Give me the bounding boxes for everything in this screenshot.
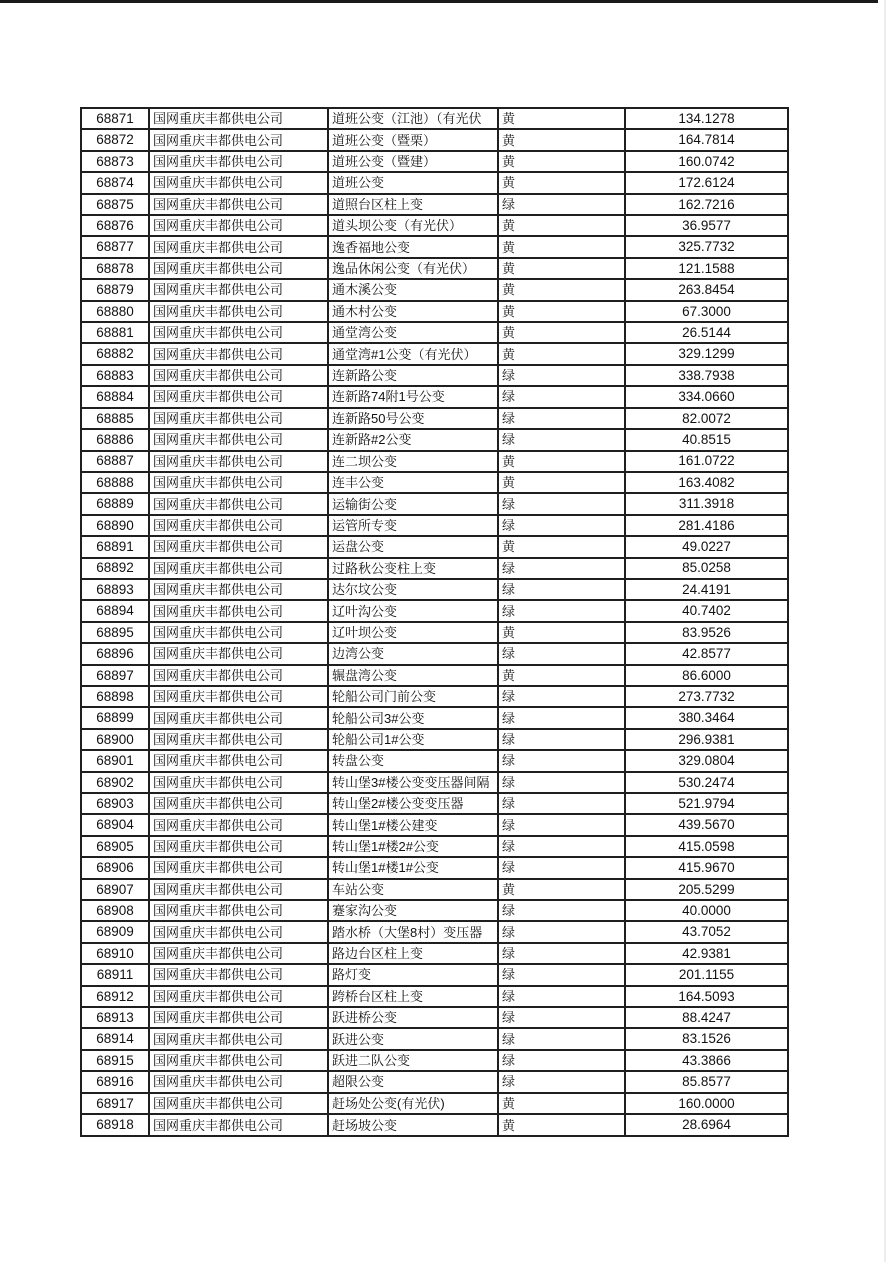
row-id-cell: 68886 xyxy=(81,429,149,450)
company-cell: 国网重庆丰都供电公司 xyxy=(149,258,328,279)
transformer-name-cell: 边湾公变 xyxy=(328,643,498,664)
transformer-name-cell: 运输街公变 xyxy=(328,493,498,514)
status-cell: 绿 xyxy=(498,1050,625,1071)
row-id-cell: 68881 xyxy=(81,322,149,343)
row-id-cell: 68907 xyxy=(81,879,149,900)
row-id-cell: 68872 xyxy=(81,129,149,150)
row-id-cell: 68891 xyxy=(81,536,149,557)
company-cell: 国网重庆丰都供电公司 xyxy=(149,129,328,150)
row-id-cell: 68885 xyxy=(81,408,149,429)
row-id-cell: 68884 xyxy=(81,386,149,407)
table-row xyxy=(81,600,788,621)
table-row xyxy=(81,172,788,193)
company-cell: 国网重庆丰都供电公司 xyxy=(149,943,328,964)
transformer-name-cell: 辽叶沟公变 xyxy=(328,600,498,621)
value-cell: 162.7216 xyxy=(625,194,788,215)
status-cell: 绿 xyxy=(498,814,625,835)
company-cell: 国网重庆丰都供电公司 xyxy=(149,750,328,771)
value-cell: 40.8515 xyxy=(625,429,788,450)
company-cell: 国网重庆丰都供电公司 xyxy=(149,729,328,750)
transformer-name-cell: 转山堡1#楼1#公变 xyxy=(328,857,498,878)
row-id-cell: 68873 xyxy=(81,151,149,172)
value-cell: 329.0804 xyxy=(625,750,788,771)
transformer-name-cell: 连新路50号公变 xyxy=(328,408,498,429)
status-cell: 绿 xyxy=(498,1007,625,1028)
status-cell: 绿 xyxy=(498,921,625,942)
company-cell: 国网重庆丰都供电公司 xyxy=(149,1050,328,1071)
company-cell: 国网重庆丰都供电公司 xyxy=(149,1007,328,1028)
transformer-name-cell: 连新路74附1号公变 xyxy=(328,386,498,407)
status-cell: 绿 xyxy=(498,643,625,664)
row-id-cell: 68894 xyxy=(81,600,149,621)
table-row xyxy=(81,793,788,814)
value-cell: 329.1299 xyxy=(625,343,788,364)
table-row xyxy=(81,472,788,493)
value-cell: 281.4186 xyxy=(625,515,788,536)
row-id-cell: 68896 xyxy=(81,643,149,664)
row-id-cell: 68877 xyxy=(81,236,149,257)
scan-right-edge-artifact xyxy=(884,0,886,1262)
company-cell: 国网重庆丰都供电公司 xyxy=(149,579,328,600)
row-id-cell: 68889 xyxy=(81,493,149,514)
row-id-cell: 68911 xyxy=(81,964,149,985)
value-cell: 311.3918 xyxy=(625,493,788,514)
value-cell: 521.9794 xyxy=(625,793,788,814)
table-row xyxy=(81,836,788,857)
status-cell: 黄 xyxy=(498,236,625,257)
transformer-name-cell: 通木村公变 xyxy=(328,301,498,322)
transformer-name-cell: 道班公变 xyxy=(328,172,498,193)
row-id-cell: 68874 xyxy=(81,172,149,193)
table-row xyxy=(81,814,788,835)
company-cell: 国网重庆丰都供电公司 xyxy=(149,365,328,386)
transformer-name-cell: 道班公变（暨建） xyxy=(328,151,498,172)
company-cell: 国网重庆丰都供电公司 xyxy=(149,707,328,728)
row-id-cell: 68901 xyxy=(81,750,149,771)
value-cell: 24.4191 xyxy=(625,579,788,600)
status-cell: 绿 xyxy=(498,408,625,429)
status-cell: 绿 xyxy=(498,964,625,985)
value-cell: 415.0598 xyxy=(625,836,788,857)
transformer-name-cell: 跃进公变 xyxy=(328,1028,498,1049)
row-id-cell: 68888 xyxy=(81,472,149,493)
company-cell: 国网重庆丰都供电公司 xyxy=(149,515,328,536)
table-row xyxy=(81,429,788,450)
row-id-cell: 68898 xyxy=(81,686,149,707)
row-id-cell: 68876 xyxy=(81,215,149,236)
value-cell: 205.5299 xyxy=(625,879,788,900)
status-cell: 黄 xyxy=(498,451,625,472)
transformer-name-cell: 过路秋公变柱上变 xyxy=(328,558,498,579)
status-cell: 绿 xyxy=(498,600,625,621)
status-cell: 黄 xyxy=(498,472,625,493)
transformer-name-cell: 超限公变 xyxy=(328,1071,498,1092)
status-cell: 绿 xyxy=(498,900,625,921)
value-cell: 26.5144 xyxy=(625,322,788,343)
status-cell: 黄 xyxy=(498,536,625,557)
value-cell: 121.1588 xyxy=(625,258,788,279)
row-id-cell: 68882 xyxy=(81,343,149,364)
company-cell: 国网重庆丰都供电公司 xyxy=(149,643,328,664)
status-cell: 绿 xyxy=(498,686,625,707)
company-cell: 国网重庆丰都供电公司 xyxy=(149,622,328,643)
company-cell: 国网重庆丰都供电公司 xyxy=(149,343,328,364)
transformer-name-cell: 运盘公变 xyxy=(328,536,498,557)
company-cell: 国网重庆丰都供电公司 xyxy=(149,665,328,686)
value-cell: 163.4082 xyxy=(625,472,788,493)
transformer-name-cell: 转山堡3#楼公变变压器间隔 xyxy=(328,772,498,793)
company-cell: 国网重庆丰都供电公司 xyxy=(149,857,328,878)
transformer-name-cell: 轮船公司门前公变 xyxy=(328,686,498,707)
status-cell: 绿 xyxy=(498,707,625,728)
value-cell: 36.9577 xyxy=(625,215,788,236)
row-id-cell: 68899 xyxy=(81,707,149,728)
company-cell: 国网重庆丰都供电公司 xyxy=(149,215,328,236)
row-id-cell: 68902 xyxy=(81,772,149,793)
table-row xyxy=(81,879,788,900)
transformer-name-cell: 路边台区柱上变 xyxy=(328,943,498,964)
company-cell: 国网重庆丰都供电公司 xyxy=(149,322,328,343)
row-id-cell: 68893 xyxy=(81,579,149,600)
value-cell: 83.1526 xyxy=(625,1028,788,1049)
status-cell: 黄 xyxy=(498,343,625,364)
row-id-cell: 68912 xyxy=(81,986,149,1007)
transformer-name-cell: 踏水桥（大堡8村）变压器 xyxy=(328,921,498,942)
status-cell: 绿 xyxy=(498,515,625,536)
value-cell: 439.5670 xyxy=(625,814,788,835)
value-cell: 67.3000 xyxy=(625,301,788,322)
table-row xyxy=(81,493,788,514)
transformer-name-cell: 道班公变（江池）（有光伏 xyxy=(328,108,498,129)
row-id-cell: 68917 xyxy=(81,1093,149,1114)
company-cell: 国网重庆丰都供电公司 xyxy=(149,558,328,579)
transformer-name-cell: 通堂湾公变 xyxy=(328,322,498,343)
transformer-name-cell: 逸香福地公变 xyxy=(328,236,498,257)
table-row xyxy=(81,900,788,921)
status-cell: 黄 xyxy=(498,258,625,279)
status-cell: 绿 xyxy=(498,194,625,215)
table-row xyxy=(81,729,788,750)
status-cell: 绿 xyxy=(498,429,625,450)
company-cell: 国网重庆丰都供电公司 xyxy=(149,536,328,557)
table-row xyxy=(81,1093,788,1114)
company-cell: 国网重庆丰都供电公司 xyxy=(149,964,328,985)
value-cell: 49.0227 xyxy=(625,536,788,557)
transformer-name-cell: 通木溪公变 xyxy=(328,279,498,300)
value-cell: 263.8454 xyxy=(625,279,788,300)
table-row xyxy=(81,921,788,942)
company-cell: 国网重庆丰都供电公司 xyxy=(149,1114,328,1136)
table-row xyxy=(81,279,788,300)
status-cell: 黄 xyxy=(498,322,625,343)
transformer-name-cell: 转山堡2#楼公变变压器 xyxy=(328,793,498,814)
transformer-name-cell: 转盘公变 xyxy=(328,750,498,771)
table-row xyxy=(81,750,788,771)
row-id-cell: 68903 xyxy=(81,793,149,814)
status-cell: 黄 xyxy=(498,1114,625,1136)
transformer-name-cell: 辽叶坝公变 xyxy=(328,622,498,643)
table-row xyxy=(81,108,788,129)
status-cell: 黄 xyxy=(498,279,625,300)
company-cell: 国网重庆丰都供电公司 xyxy=(149,279,328,300)
row-id-cell: 68910 xyxy=(81,943,149,964)
status-cell: 绿 xyxy=(498,1028,625,1049)
status-cell: 黄 xyxy=(498,665,625,686)
table-row xyxy=(81,622,788,643)
transformer-name-cell: 达尔坟公变 xyxy=(328,579,498,600)
row-id-cell: 68914 xyxy=(81,1028,149,1049)
company-cell: 国网重庆丰都供电公司 xyxy=(149,879,328,900)
company-cell: 国网重庆丰都供电公司 xyxy=(149,921,328,942)
transformer-name-cell: 连新路#2公变 xyxy=(328,429,498,450)
transformer-name-cell: 跃进二队公变 xyxy=(328,1050,498,1071)
table-row xyxy=(81,1050,788,1071)
value-cell: 42.8577 xyxy=(625,643,788,664)
value-cell: 43.7052 xyxy=(625,921,788,942)
row-id-cell: 68904 xyxy=(81,814,149,835)
transformer-name-cell: 辗盘湾公变 xyxy=(328,665,498,686)
transformer-name-cell: 道照台区柱上变 xyxy=(328,194,498,215)
transformer-name-cell: 转山堡1#楼公建变 xyxy=(328,814,498,835)
value-cell: 85.8577 xyxy=(625,1071,788,1092)
company-cell: 国网重庆丰都供电公司 xyxy=(149,172,328,193)
transformer-data-table xyxy=(80,107,789,1137)
value-cell: 334.0660 xyxy=(625,386,788,407)
value-cell: 530.2474 xyxy=(625,772,788,793)
row-id-cell: 68916 xyxy=(81,1071,149,1092)
table-row xyxy=(81,1028,788,1049)
company-cell: 国网重庆丰都供电公司 xyxy=(149,1071,328,1092)
value-cell: 85.0258 xyxy=(625,558,788,579)
value-cell: 415.9670 xyxy=(625,857,788,878)
company-cell: 国网重庆丰都供电公司 xyxy=(149,814,328,835)
table-row xyxy=(81,686,788,707)
status-cell: 绿 xyxy=(498,857,625,878)
value-cell: 42.9381 xyxy=(625,943,788,964)
transformer-name-cell: 跨桥台区柱上变 xyxy=(328,986,498,1007)
table-row xyxy=(81,986,788,1007)
value-cell: 325.7732 xyxy=(625,236,788,257)
value-cell: 380.3464 xyxy=(625,707,788,728)
value-cell: 296.9381 xyxy=(625,729,788,750)
table-body xyxy=(81,108,788,1136)
table-row xyxy=(81,451,788,472)
company-cell: 国网重庆丰都供电公司 xyxy=(149,1093,328,1114)
row-id-cell: 68887 xyxy=(81,451,149,472)
value-cell: 88.4247 xyxy=(625,1007,788,1028)
transformer-name-cell: 连丰公变 xyxy=(328,472,498,493)
value-cell: 201.1155 xyxy=(625,964,788,985)
row-id-cell: 68880 xyxy=(81,301,149,322)
row-id-cell: 68913 xyxy=(81,1007,149,1028)
table-row xyxy=(81,386,788,407)
status-cell: 黄 xyxy=(498,879,625,900)
row-id-cell: 68900 xyxy=(81,729,149,750)
status-cell: 绿 xyxy=(498,943,625,964)
company-cell: 国网重庆丰都供电公司 xyxy=(149,194,328,215)
status-cell: 黄 xyxy=(498,215,625,236)
row-id-cell: 68909 xyxy=(81,921,149,942)
row-id-cell: 68879 xyxy=(81,279,149,300)
status-cell: 绿 xyxy=(498,365,625,386)
transformer-name-cell: 通堂湾#1公变（有光伏） xyxy=(328,343,498,364)
row-id-cell: 68875 xyxy=(81,194,149,215)
company-cell: 国网重庆丰都供电公司 xyxy=(149,836,328,857)
row-id-cell: 68871 xyxy=(81,108,149,129)
table-row xyxy=(81,236,788,257)
row-id-cell: 68892 xyxy=(81,558,149,579)
row-id-cell: 68905 xyxy=(81,836,149,857)
table-row xyxy=(81,322,788,343)
table-row xyxy=(81,365,788,386)
value-cell: 86.6000 xyxy=(625,665,788,686)
table-row xyxy=(81,665,788,686)
transformer-name-cell: 逸品休闲公变（有光伏） xyxy=(328,258,498,279)
company-cell: 国网重庆丰都供电公司 xyxy=(149,493,328,514)
value-cell: 273.7732 xyxy=(625,686,788,707)
value-cell: 338.7938 xyxy=(625,365,788,386)
transformer-name-cell: 连二坝公变 xyxy=(328,451,498,472)
status-cell: 绿 xyxy=(498,558,625,579)
status-cell: 绿 xyxy=(498,750,625,771)
table-row xyxy=(81,1071,788,1092)
company-cell: 国网重庆丰都供电公司 xyxy=(149,472,328,493)
table-row xyxy=(81,151,788,172)
company-cell: 国网重庆丰都供电公司 xyxy=(149,429,328,450)
transformer-name-cell: 路灯变 xyxy=(328,964,498,985)
transformer-name-cell: 蹇家沟公变 xyxy=(328,900,498,921)
table-row xyxy=(81,343,788,364)
value-cell: 40.0000 xyxy=(625,900,788,921)
status-cell: 黄 xyxy=(498,151,625,172)
value-cell: 40.7402 xyxy=(625,600,788,621)
status-cell: 黄 xyxy=(498,301,625,322)
value-cell: 82.0072 xyxy=(625,408,788,429)
row-id-cell: 68915 xyxy=(81,1050,149,1071)
table-row xyxy=(81,215,788,236)
status-cell: 黄 xyxy=(498,1093,625,1114)
table-row xyxy=(81,129,788,150)
company-cell: 国网重庆丰都供电公司 xyxy=(149,408,328,429)
table-row xyxy=(81,1114,788,1136)
status-cell: 绿 xyxy=(498,1071,625,1092)
table-row xyxy=(81,536,788,557)
status-cell: 绿 xyxy=(498,793,625,814)
transformer-name-cell: 赶场处公变(有光伏) xyxy=(328,1093,498,1114)
value-cell: 134.1278 xyxy=(625,108,788,129)
company-cell: 国网重庆丰都供电公司 xyxy=(149,386,328,407)
table-row xyxy=(81,1007,788,1028)
row-id-cell: 68890 xyxy=(81,515,149,536)
company-cell: 国网重庆丰都供电公司 xyxy=(149,1028,328,1049)
company-cell: 国网重庆丰都供电公司 xyxy=(149,301,328,322)
value-cell: 28.6964 xyxy=(625,1114,788,1136)
company-cell: 国网重庆丰都供电公司 xyxy=(149,900,328,921)
transformer-name-cell: 轮船公司3#公变 xyxy=(328,707,498,728)
company-cell: 国网重庆丰都供电公司 xyxy=(149,772,328,793)
table-row xyxy=(81,301,788,322)
row-id-cell: 68897 xyxy=(81,665,149,686)
value-cell: 172.6124 xyxy=(625,172,788,193)
value-cell: 43.3866 xyxy=(625,1050,788,1071)
transformer-name-cell: 道头坝公变（有光伏） xyxy=(328,215,498,236)
status-cell: 绿 xyxy=(498,386,625,407)
row-id-cell: 68906 xyxy=(81,857,149,878)
company-cell: 国网重庆丰都供电公司 xyxy=(149,108,328,129)
transformer-name-cell: 赶场坡公变 xyxy=(328,1114,498,1136)
transformer-name-cell: 运管所专变 xyxy=(328,515,498,536)
company-cell: 国网重庆丰都供电公司 xyxy=(149,600,328,621)
table-row xyxy=(81,707,788,728)
row-id-cell: 68895 xyxy=(81,622,149,643)
status-cell: 绿 xyxy=(498,729,625,750)
company-cell: 国网重庆丰都供电公司 xyxy=(149,793,328,814)
table-row xyxy=(81,643,788,664)
company-cell: 国网重庆丰都供电公司 xyxy=(149,686,328,707)
scan-top-edge-artifact xyxy=(0,0,878,3)
transformer-name-cell: 轮船公司1#公变 xyxy=(328,729,498,750)
status-cell: 黄 xyxy=(498,129,625,150)
row-id-cell: 68908 xyxy=(81,900,149,921)
company-cell: 国网重庆丰都供电公司 xyxy=(149,451,328,472)
row-id-cell: 68883 xyxy=(81,365,149,386)
value-cell: 160.0742 xyxy=(625,151,788,172)
status-cell: 绿 xyxy=(498,772,625,793)
company-cell: 国网重庆丰都供电公司 xyxy=(149,986,328,1007)
value-cell: 160.0000 xyxy=(625,1093,788,1114)
transformer-name-cell: 连新路公变 xyxy=(328,365,498,386)
status-cell: 黄 xyxy=(498,108,625,129)
status-cell: 绿 xyxy=(498,579,625,600)
table-row xyxy=(81,194,788,215)
company-cell: 国网重庆丰都供电公司 xyxy=(149,236,328,257)
table-row xyxy=(81,258,788,279)
table-row xyxy=(81,857,788,878)
status-cell: 黄 xyxy=(498,172,625,193)
row-id-cell: 68878 xyxy=(81,258,149,279)
table-row xyxy=(81,964,788,985)
status-cell: 绿 xyxy=(498,986,625,1007)
row-id-cell: 68918 xyxy=(81,1114,149,1136)
table-row xyxy=(81,558,788,579)
value-cell: 161.0722 xyxy=(625,451,788,472)
transformer-name-cell: 道班公变（暨栗） xyxy=(328,129,498,150)
value-cell: 83.9526 xyxy=(625,622,788,643)
table-row xyxy=(81,408,788,429)
status-cell: 绿 xyxy=(498,836,625,857)
table-row xyxy=(81,515,788,536)
table-row xyxy=(81,943,788,964)
status-cell: 绿 xyxy=(498,493,625,514)
table-row xyxy=(81,579,788,600)
table-row xyxy=(81,772,788,793)
company-cell: 国网重庆丰都供电公司 xyxy=(149,151,328,172)
status-cell: 黄 xyxy=(498,622,625,643)
transformer-name-cell: 跃进桥公变 xyxy=(328,1007,498,1028)
value-cell: 164.5093 xyxy=(625,986,788,1007)
transformer-name-cell: 车站公变 xyxy=(328,879,498,900)
transformer-name-cell: 转山堡1#楼2#公变 xyxy=(328,836,498,857)
value-cell: 164.7814 xyxy=(625,129,788,150)
